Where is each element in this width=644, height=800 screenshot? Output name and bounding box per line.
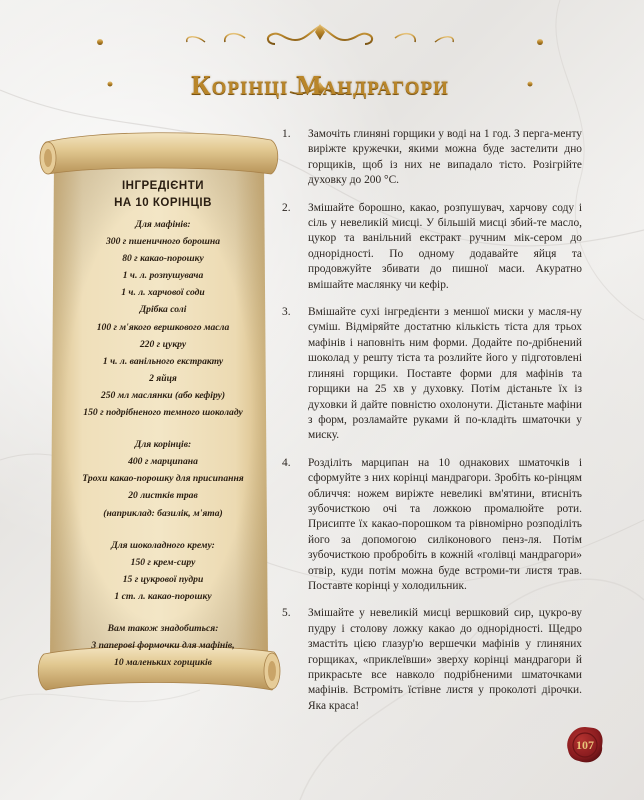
step-item <box>282 127 582 189</box>
step-text: Змішайте борошно, какао, розпушувач, харчову соду і сіль у невеликій мисці. У більшій мисці збий-те масло, цукор та ванільний екстракт ручним мік-сером до однорідності. По одному додавайте яйця та продовжуйте збивати до пишної маси. Акуратно вмішайте маслянку чи кефір. <box>308 201 582 291</box>
step-number: 4. <box>282 456 291 469</box>
step-item <box>282 201 582 293</box>
step-item <box>282 456 582 595</box>
ingredient-item: 100 г м'якого вершкового масла <box>96 321 230 333</box>
ingredient-item: (наприклад: базилік, м'ята) <box>103 507 223 519</box>
ingredient-item: 1 ч. л. розпушувача <box>122 270 204 282</box>
ingredient-item: 1 ст. л. какао-порошку <box>114 590 212 602</box>
ingredient-item: 15 г цукрової пудри <box>122 573 204 585</box>
recipe-title: Корінці Мандрагори <box>191 70 449 100</box>
step-item <box>282 305 582 444</box>
ingredient-item: 2 яйця <box>149 372 177 384</box>
roots-label: Для корінців: <box>134 439 192 451</box>
ingredient-item: Дрібка солі <box>139 304 187 316</box>
ingredients-subheading: НА 10 КОРІНЦІВ <box>114 197 212 209</box>
title-banner <box>95 22 545 102</box>
cream-label: Для шоколадного крему: <box>111 539 215 551</box>
step-text: Змішайте у невеликій мисці вершковий сир, цукро-ву пудру і столову ложку какао до однорідності. Щедро змастіть цією глазур'ю вершечки мафінів у глиняних горщиках, «приклеївши» зверху корінці мандрагори й прикрасьте все навколо подрібненими шматочками мафінів. Встроміть їстівне листя у проколоті дірочки. Яка краса! <box>308 607 582 712</box>
ingredient-item: 150 г крем-сиру <box>130 556 196 568</box>
ingredient-item: 10 маленьких горщиків <box>114 657 212 669</box>
step-number: 2. <box>282 201 291 214</box>
muffins-label: Для мафінів: <box>135 219 191 230</box>
ingredient-item: 250 мл маслянки (або кефіру) <box>100 389 226 401</box>
ingredient-item: 20 листків трав <box>128 490 198 502</box>
ingredients-list <box>58 178 268 671</box>
ingredient-item: 1 ч. л. харчової соди <box>121 287 205 299</box>
page-number: 107 <box>576 738 594 752</box>
step-text: Замочіть глиняні горщики у воді на 1 год. З перга-менту виріжте кружечки, якими можна буде застелити дно горщиків, щоб із них не випадало тісто. Розігрійте духовку до 200 °С. <box>308 128 582 187</box>
extra-label: Вам також знадобиться: <box>107 622 219 634</box>
ingredient-item: Трохи какао-порошку для присипання <box>82 473 244 485</box>
ingredient-item: 150 г подрібненого темного шоколаду <box>83 407 243 419</box>
ingredient-item: 80 г какао-порошку <box>122 253 204 265</box>
ingredient-item: 220 г цукру <box>139 338 187 350</box>
ingredient-item: 300 г пшеничного борошна <box>105 236 221 248</box>
step-number: 3. <box>282 306 291 319</box>
recipe-steps <box>282 127 582 726</box>
step-number: 5. <box>282 607 291 620</box>
step-text: Вмішайте сухі інгредієнти з меншої миски у масля-ну суміш. Відміряйте достатню кількість тіста для трьох мафінів і наповніть ним форми. Додайте по-дрібнений шоколад у решту тіста та розлийте його у підготовлені глиняні горщики. Поставте форми для мафінів та горщики на 25 хв у духовку. Потім дістаньте їх із духовки й дайте повністю охолонути. Дістаньте мафіни з форм, розламайте руками й по-кладіть шматочки у миску. <box>308 306 582 442</box>
step-item <box>282 606 582 714</box>
step-text: Розділіть марципан на 10 однакових шматочків і сформуйте з них корінці мандрагори. Зробіть ко-рінцям обличчя: ножем виріжте невеликі вм'ятини, втисніть зубочисткою очі та ложкою промалюйте роти. Присипте їх какао-порошком та рівномірно розподіліть його за допомогою силіконового пенз-ля. Потім зубочисткою пробробіть в кожній «голівці мандрагори» отвір, куди потім можна буде встроми-ти листя трав. Поставте корінці у холодильник. <box>308 456 582 592</box>
ingredient-item: 3 паперові формочки для мафінів, <box>91 640 235 652</box>
ingredient-item: 400 г марципана <box>128 456 198 468</box>
step-number: 1. <box>282 128 291 140</box>
ingredient-item: 1 ч. л. ванільного екстракту <box>102 355 224 367</box>
ingredients-heading: ІНГРЕДІЄНТИ <box>121 180 205 192</box>
